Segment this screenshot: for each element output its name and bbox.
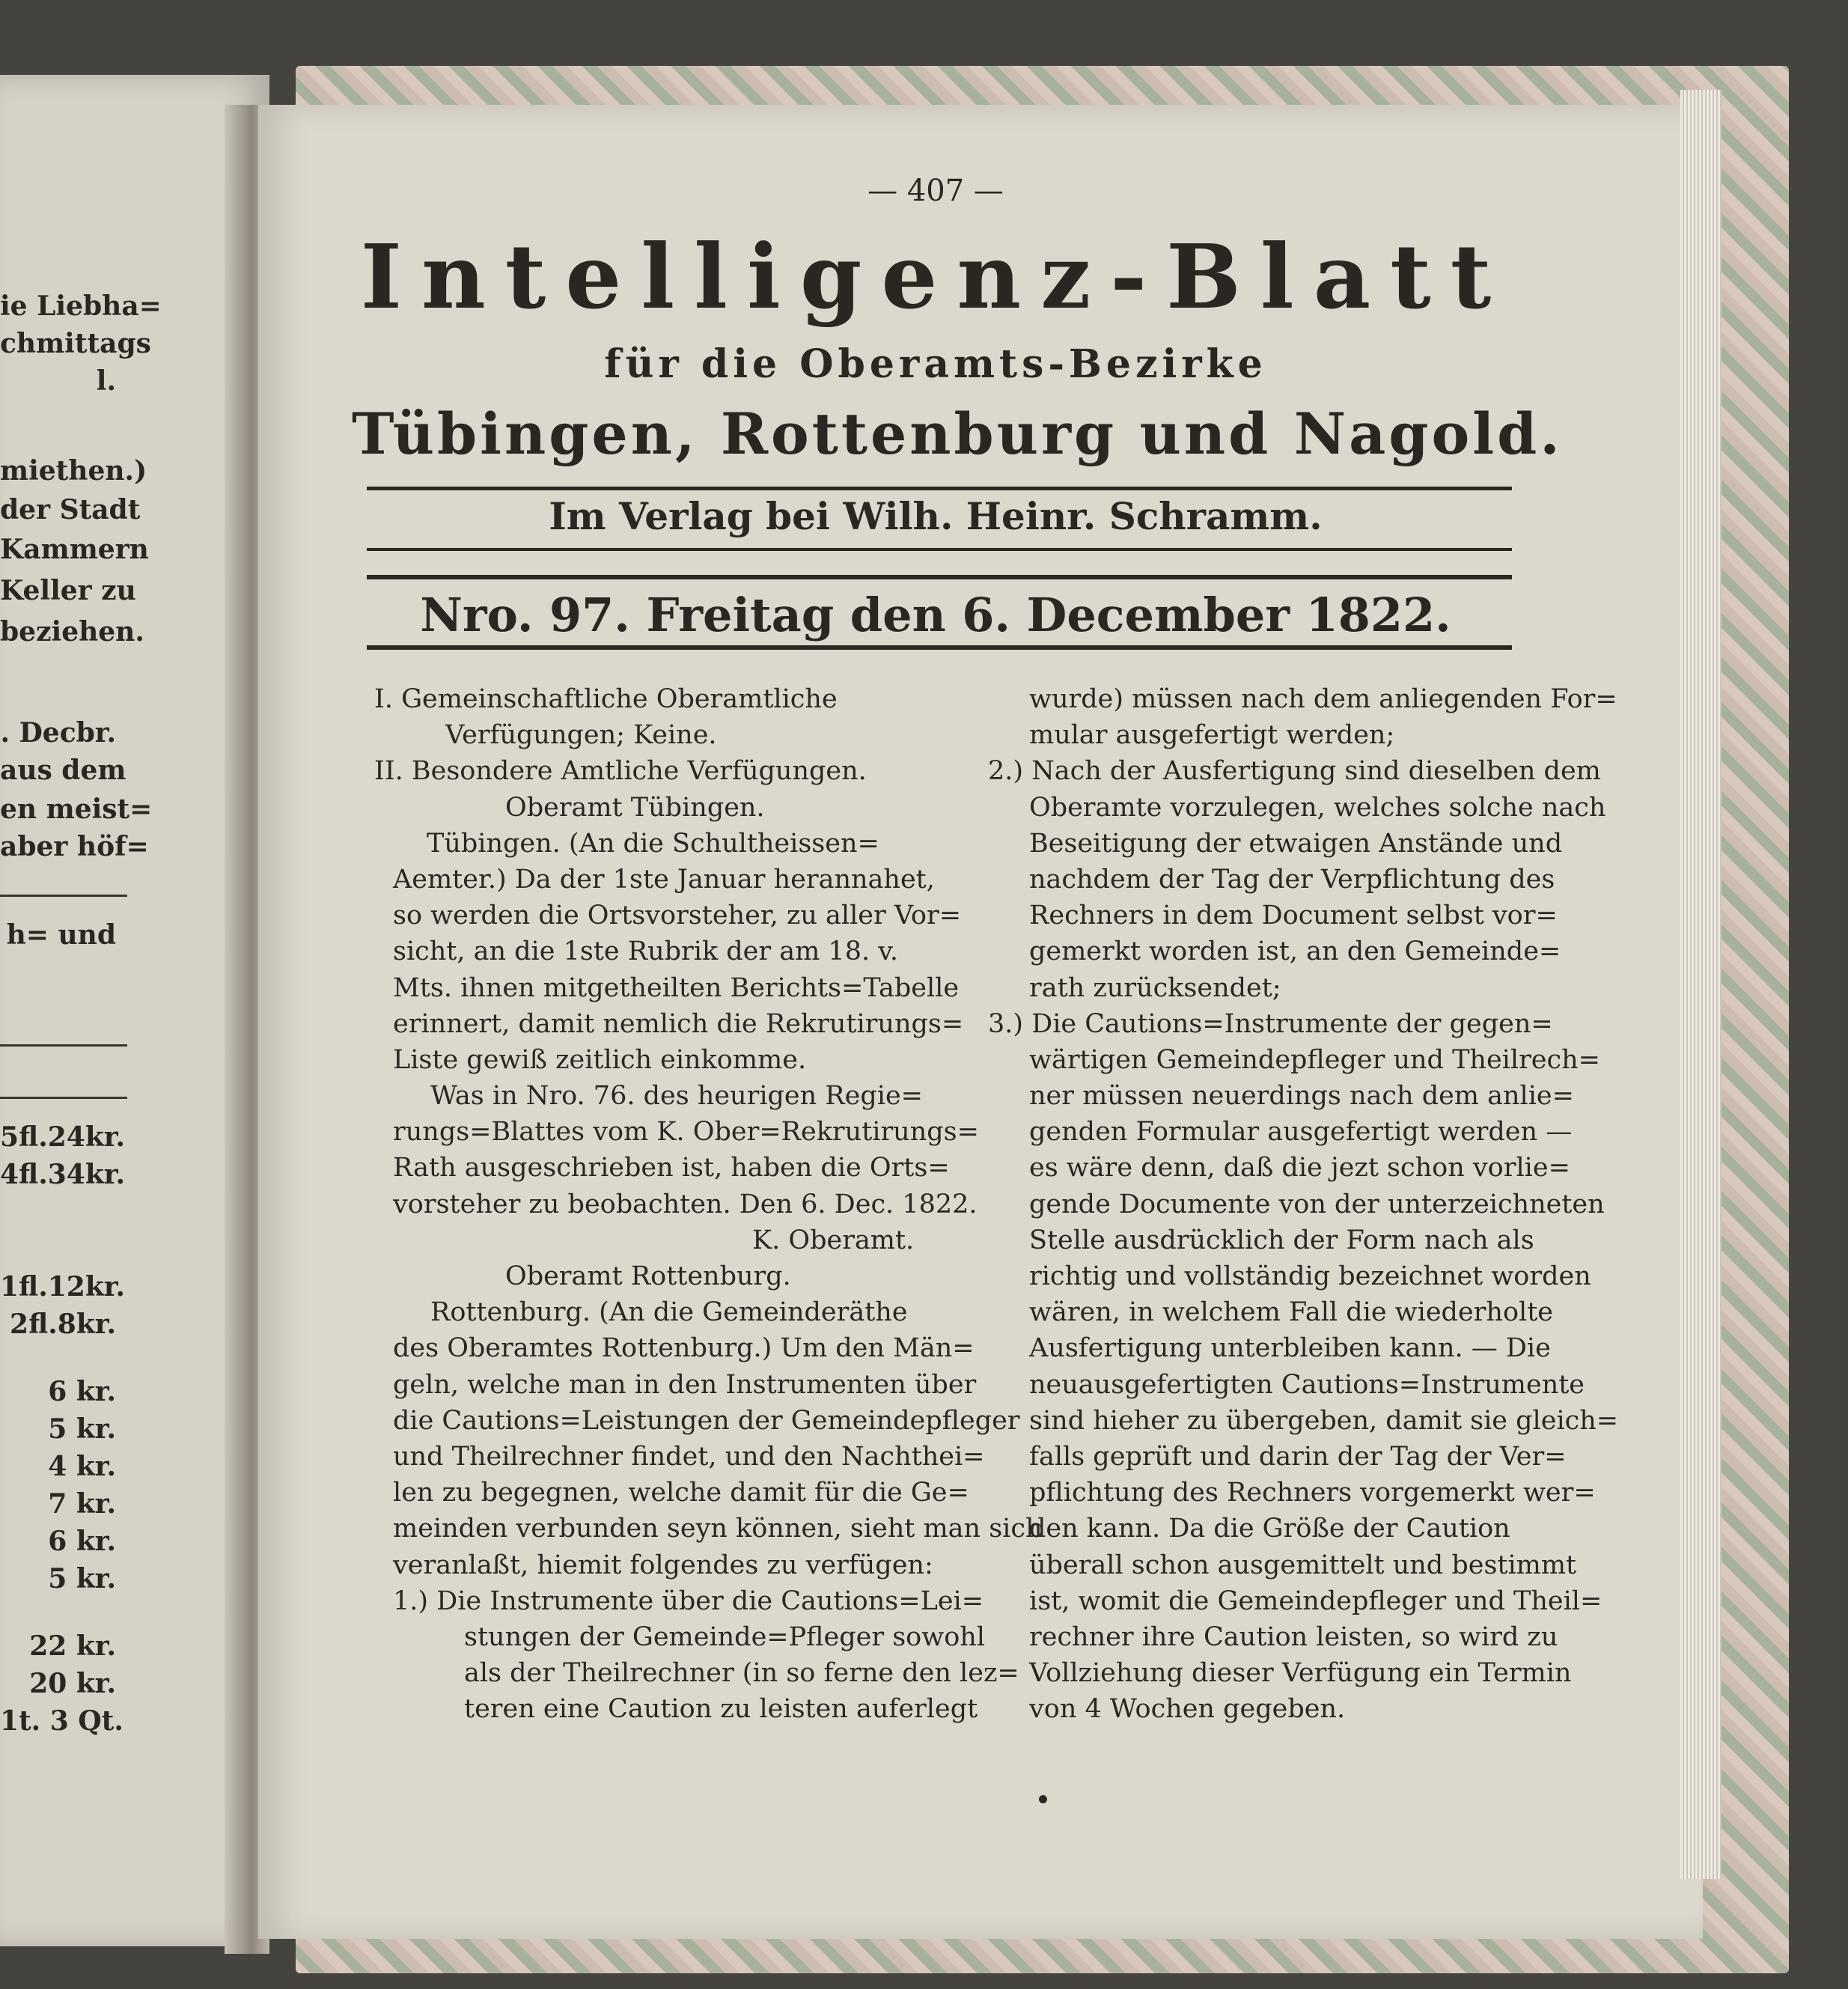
- left-page-line: 20 kr.: [29, 1668, 116, 1699]
- text-line: Mts. ihnen mitgetheilten Berichts=Tabelle: [393, 972, 960, 1003]
- text-line: Stelle ausdrücklich der Form nach als: [1029, 1225, 1534, 1255]
- text-line: rungs=Blattes vom K. Ober=Rekrutirungs=: [393, 1117, 979, 1148]
- text-line: wärtigen Gemeindepfleger und Theilrech=: [1029, 1044, 1600, 1075]
- left-page-rule: [0, 1044, 127, 1047]
- left-page-line: 5 kr.: [48, 1563, 116, 1594]
- text-line: Oberamte vorzulegen, welches solche nach: [1029, 792, 1606, 823]
- ink-dot: [1039, 1795, 1047, 1803]
- left-page-line: beziehen.: [0, 616, 144, 648]
- text-line: Aemter.) Da der 1ste Januar herannahet,: [393, 864, 935, 895]
- text-line: wurde) müssen nach dem anliegenden For=: [1029, 684, 1617, 714]
- text-line: gende Documente von der unterzeichneten: [1029, 1189, 1605, 1219]
- text-line: es wäre denn, daß die jezt schon vorlie=: [1029, 1153, 1570, 1184]
- text-line: pflichtung des Rechners vorgemerkt wer=: [1029, 1478, 1596, 1508]
- text-line: Rath ausgeschrieben ist, haben die Orts=: [393, 1153, 950, 1184]
- text-line: Rechners in dem Document selbst vor=: [1029, 901, 1558, 931]
- text-line: I. Gemeinschaftliche Oberamtliche: [374, 684, 838, 714]
- header-rule-bottom: [367, 645, 1512, 650]
- newspaper-subtitle: für die Oberamts-Bezirke: [604, 341, 1267, 387]
- text-line: meinden verbunden seyn können, sieht man sich: [393, 1514, 1043, 1544]
- text-line: 1.) Die Instrumente über die Cautions=Lei=: [393, 1586, 984, 1616]
- left-page-line: 2fl.8kr.: [10, 1309, 116, 1340]
- district-towns: Tübingen, Rottenburg und Nagold.: [352, 400, 1563, 467]
- text-line: überall schon ausgemittelt und bestimmt: [1029, 1550, 1577, 1580]
- text-line: Beseitigung der etwaigen Anstände und: [1029, 828, 1563, 859]
- left-page-line: Keller zu: [0, 575, 136, 606]
- text-line: den kann. Da die Größe der Caution: [1029, 1514, 1510, 1544]
- left-page-line: l.: [96, 365, 116, 397]
- left-page-line: . Decbr.: [0, 717, 116, 749]
- text-line: genden Formular ausgefertigt werden —: [1029, 1117, 1573, 1148]
- page-number: — 407 —: [867, 174, 1004, 208]
- header-rule-middle-1: [367, 548, 1512, 551]
- text-line: neuausgefertigten Cautions=Instrumente: [1029, 1369, 1585, 1400]
- text-line: von 4 Wochen gegeben.: [1029, 1694, 1346, 1725]
- left-page-line: 4fl.34kr.: [0, 1159, 125, 1190]
- left-page-rule: [0, 1097, 127, 1099]
- header-rule-top: [367, 487, 1512, 490]
- left-page-line: aber höf=: [0, 831, 149, 862]
- text-line: nachdem der Tag der Verpflichtung des: [1029, 864, 1555, 895]
- left-page-line: 22 kr.: [29, 1630, 116, 1662]
- text-line: und Theilrechner findet, und den Nachthei=: [393, 1441, 985, 1472]
- text-line: sind hieher zu übergeben, damit sie gleich=: [1029, 1405, 1619, 1436]
- text-line: veranlaßt, hiemit folgendes zu verfügen:: [393, 1550, 933, 1580]
- article-column-left: [374, 681, 1043, 1727]
- text-line: Oberamt Rottenburg.: [505, 1261, 791, 1291]
- page-edges: [1680, 90, 1722, 1879]
- text-line: Liste gewiß zeitlich einkomme.: [393, 1044, 807, 1075]
- text-line: stungen der Gemeinde=Pfleger sowohl: [464, 1621, 986, 1652]
- text-line: ner müssen neuerdings nach dem anlie=: [1029, 1081, 1574, 1112]
- text-line: so werden die Ortsvorsteher, zu aller Vor=: [393, 901, 962, 931]
- issue-date-line: Nro. 97. Freitag den 6. December 1822.: [420, 588, 1451, 642]
- left-page-line: chmittags: [0, 328, 151, 359]
- text-line: Rottenburg. (An die Gemeinderäthe: [430, 1297, 908, 1328]
- text-line: 2.) Nach der Ausfertigung sind dieselben dem: [988, 756, 1601, 787]
- left-page-line: 5 kr.: [48, 1413, 116, 1445]
- text-line: ist, womit die Gemeindepfleger und Theil=: [1029, 1586, 1602, 1616]
- left-page-line: miethen.): [0, 455, 147, 487]
- text-line: rath zurücksendet;: [1029, 972, 1281, 1003]
- text-line: des Oberamtes Rottenburg.) Um den Män=: [393, 1333, 975, 1364]
- left-page-line: der Stadt: [0, 494, 141, 526]
- text-line: Vollziehung dieser Verfügung ein Termin: [1029, 1658, 1572, 1689]
- publisher-line: Im Verlag bei Wilh. Heinr. Schramm.: [549, 494, 1323, 538]
- text-line: falls geprüft und darin der Tag der Ver=: [1029, 1441, 1567, 1472]
- left-page-line: h= und: [6, 919, 116, 951]
- text-line: richtig und vollständig bezeichnet worden: [1029, 1261, 1591, 1291]
- left-page-line: 7 kr.: [48, 1488, 116, 1520]
- text-line: Verfügungen; Keine.: [445, 720, 717, 751]
- text-line: 3.) Die Cautions=Instrumente der gegen=: [988, 1008, 1553, 1039]
- left-page-line: 4 kr.: [48, 1451, 116, 1482]
- text-line: mular ausgefertigt werden;: [1029, 720, 1395, 751]
- text-line: wären, in welchem Fall die wiederholte: [1029, 1297, 1553, 1328]
- left-page-line: 5fl.24kr.: [0, 1121, 125, 1153]
- text-line: Oberamt Tübingen.: [505, 792, 765, 823]
- left-page-line: aus dem: [0, 755, 126, 786]
- left-page-line: en meist=: [0, 794, 153, 825]
- left-page-rule: [0, 895, 127, 897]
- text-line: vorsteher zu beobachten. Den 6. Dec. 1822.: [393, 1189, 978, 1219]
- left-page-line: 6 kr.: [48, 1376, 116, 1407]
- text-line: Was in Nro. 76. des heurigen Regie=: [430, 1081, 924, 1112]
- left-page-line: 1t. 3 Qt.: [0, 1705, 123, 1737]
- text-line: Ausfertigung unterbleiben kann. — Die: [1029, 1333, 1551, 1364]
- text-line: die Cautions=Leistungen der Gemeindepfleger: [393, 1405, 1020, 1436]
- article-column-right: [988, 681, 1619, 1727]
- header-rule-middle-2: [367, 575, 1512, 579]
- text-line: K. Oberamt.: [752, 1225, 915, 1255]
- left-page-line: ie Liebha=: [0, 290, 162, 322]
- left-page-line: 6 kr.: [48, 1526, 116, 1557]
- left-page-line: 1fl.12kr.: [0, 1271, 125, 1303]
- text-line: teren eine Caution zu leisten auferlegt: [464, 1694, 978, 1725]
- newspaper-title: Intelligenz-Blatt: [360, 225, 1511, 329]
- text-line: Tübingen. (An die Schultheissen=: [427, 828, 879, 859]
- left-page-line: Kammern: [0, 534, 149, 565]
- text-line: rechner ihre Caution leisten, so wird zu: [1029, 1621, 1558, 1652]
- text-line: geln, welche man in den Instrumenten über: [393, 1369, 977, 1400]
- text-line: II. Besondere Amtliche Verfügungen.: [374, 756, 867, 787]
- text-line: gemerkt worden ist, an den Gemeinde=: [1029, 936, 1561, 967]
- text-line: als der Theilrechner (in so ferne den lez=: [464, 1658, 1019, 1689]
- text-line: erinnert, damit nemlich die Rekrutirungs=: [393, 1008, 964, 1039]
- text-line: len zu begegnen, welche damit für die Ge=: [393, 1478, 969, 1508]
- text-line: sicht, an die 1ste Rubrik der am 18. v.: [393, 936, 898, 967]
